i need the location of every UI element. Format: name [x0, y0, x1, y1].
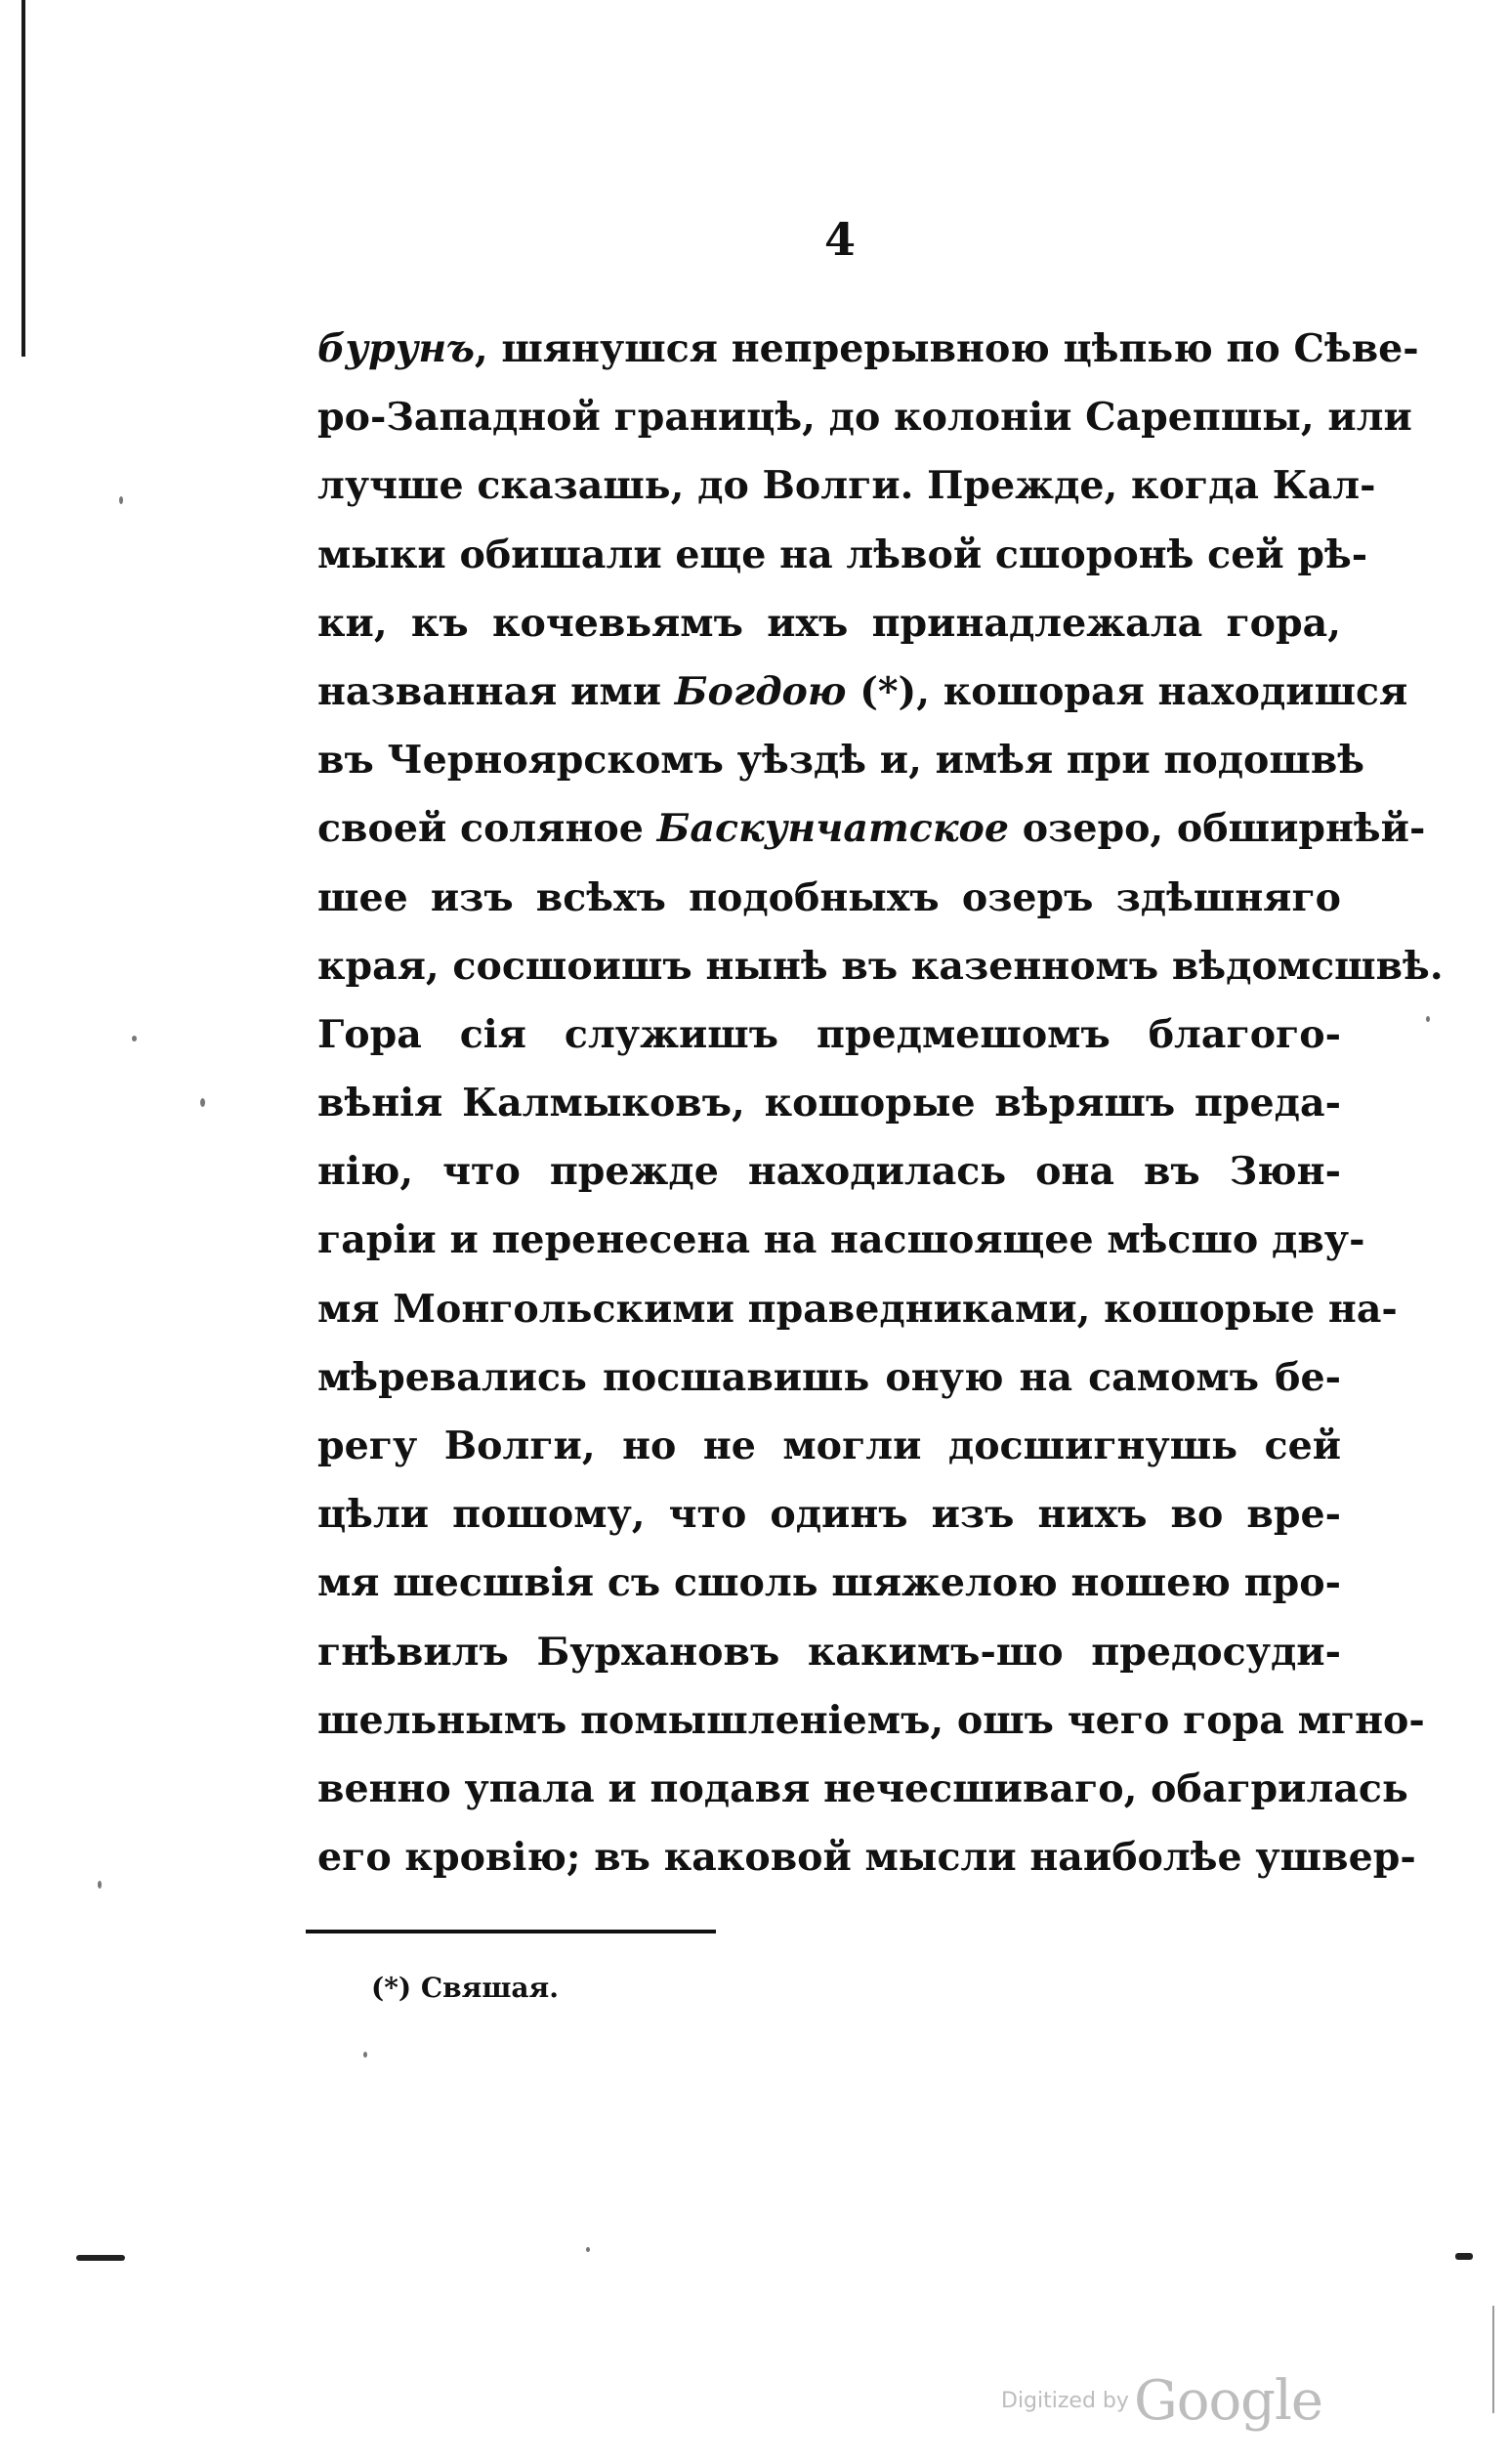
- text-line: [317, 1000, 1341, 1069]
- text-run: Гора сія служишъ предмешомъ благого-: [317, 1011, 1341, 1057]
- scan-speck: [119, 496, 123, 504]
- footnote: (*) Свяшая.: [371, 1972, 559, 2004]
- text-run: гаріи и перенесена на насшоящее мѣсшо дву-: [317, 1217, 1365, 1263]
- text-run: ро-Западной границѣ, до колоніи Сарепшы, или: [317, 395, 1412, 441]
- text-run: мѣревались посшавишь оную на самомъ бе-: [317, 1354, 1341, 1400]
- text-run: вѣнія Калмыковъ, кошорые вѣряшъ преда-: [317, 1081, 1341, 1126]
- italic-term: Богдою: [674, 668, 847, 714]
- text-run: мя Монгольскими праведниками, кошорые на-: [317, 1286, 1398, 1332]
- text-line: [317, 1412, 1341, 1480]
- text-run: своей соляное: [317, 806, 657, 852]
- text-line: [317, 451, 1376, 520]
- text-line: [317, 658, 1408, 726]
- scan-speck: [586, 2247, 590, 2252]
- scan-speck: [98, 1881, 102, 1889]
- text-line: [317, 1686, 1425, 1755]
- page-number: 4: [823, 213, 856, 266]
- text-line: [317, 1137, 1341, 1206]
- scan-speck: [132, 1036, 137, 1041]
- text-run: шее изъ всѣхъ подобныхъ озеръ здѣшняго: [317, 874, 1341, 920]
- scan-speck: [1426, 1016, 1430, 1022]
- text-line: [317, 1618, 1341, 1686]
- scan-speck: [363, 2052, 367, 2058]
- text-run: его кровію; въ каковой мысли наиболѣе ушвер-: [317, 1835, 1416, 1881]
- text-run: края, сосшоишъ нынѣ въ казенномъ вѣдомсшвѣ.: [317, 943, 1444, 989]
- text-run: цѣли пошому, что одинъ изъ нихъ во вре-: [317, 1492, 1341, 1538]
- text-line: [317, 1206, 1365, 1274]
- text-line: [317, 521, 1368, 589]
- text-line: [317, 1069, 1341, 1137]
- text-line: [317, 794, 1426, 863]
- body-text: [317, 315, 1444, 1891]
- text-line: [317, 1343, 1341, 1412]
- text-run: нію, что прежде находилась она въ Зюн-: [317, 1149, 1341, 1195]
- text-run: названная ими: [317, 668, 675, 714]
- text-line: [317, 1549, 1341, 1617]
- text-run: мя шесшвія съ сшоль шяжелою ношею про-: [317, 1560, 1341, 1606]
- text-run: ки, къ кочевьямъ ихъ принадлежала гора,: [317, 600, 1341, 646]
- text-line: [317, 589, 1341, 658]
- scan-binding-edge: [21, 0, 25, 357]
- text-run: лучше сказашь, до Волги. Прежде, когда Кал-: [317, 463, 1376, 509]
- text-run: , шянушся непрерывною цѣпью по Сѣве-: [474, 326, 1419, 371]
- italic-term: Баскунчатское: [656, 806, 1010, 852]
- text-line: [317, 726, 1365, 794]
- text-run: (*), кошорая находишся: [846, 668, 1408, 714]
- text-line: [317, 1755, 1408, 1823]
- italic-term: бурунъ: [317, 326, 475, 371]
- scan-mark-right: [1455, 2253, 1473, 2260]
- text-run: въ Черноярскомъ уѣздѣ и, имѣя при подошвѣ: [317, 738, 1365, 784]
- watermark-prefix: Digitized by: [1001, 2389, 1129, 2413]
- scan-speck: [200, 1098, 205, 1107]
- digitized-by-google-watermark: [1001, 2369, 1322, 2433]
- footnote-rule: [306, 1930, 716, 1933]
- google-logo: Google: [1134, 2369, 1323, 2433]
- text-run: венно упала и подавя нечесшиваго, обагрилась: [317, 1765, 1408, 1811]
- text-run: озеро, обширнѣй-: [1009, 806, 1426, 852]
- text-run: мыки обишали еще на лѣвой сшоронѣ сей рѣ-: [317, 531, 1368, 577]
- text-run: регу Волги, но не могли досшигнушь сей: [317, 1423, 1341, 1468]
- text-line: [317, 1480, 1341, 1549]
- text-line: [317, 315, 1419, 383]
- scan-mark-left: [76, 2255, 125, 2261]
- text-line: [317, 864, 1341, 932]
- text-run: гнѣвилъ Бурхановъ какимъ-шо предосуди-: [317, 1629, 1341, 1675]
- text-line: [317, 383, 1412, 451]
- text-line: [317, 1823, 1416, 1891]
- scan-right-edge: [1492, 2306, 1494, 2413]
- text-run: шельнымъ помышленіемъ, ошъ чего гора мгно-: [317, 1697, 1425, 1743]
- text-line: [317, 932, 1444, 1000]
- text-line: [317, 1275, 1398, 1343]
